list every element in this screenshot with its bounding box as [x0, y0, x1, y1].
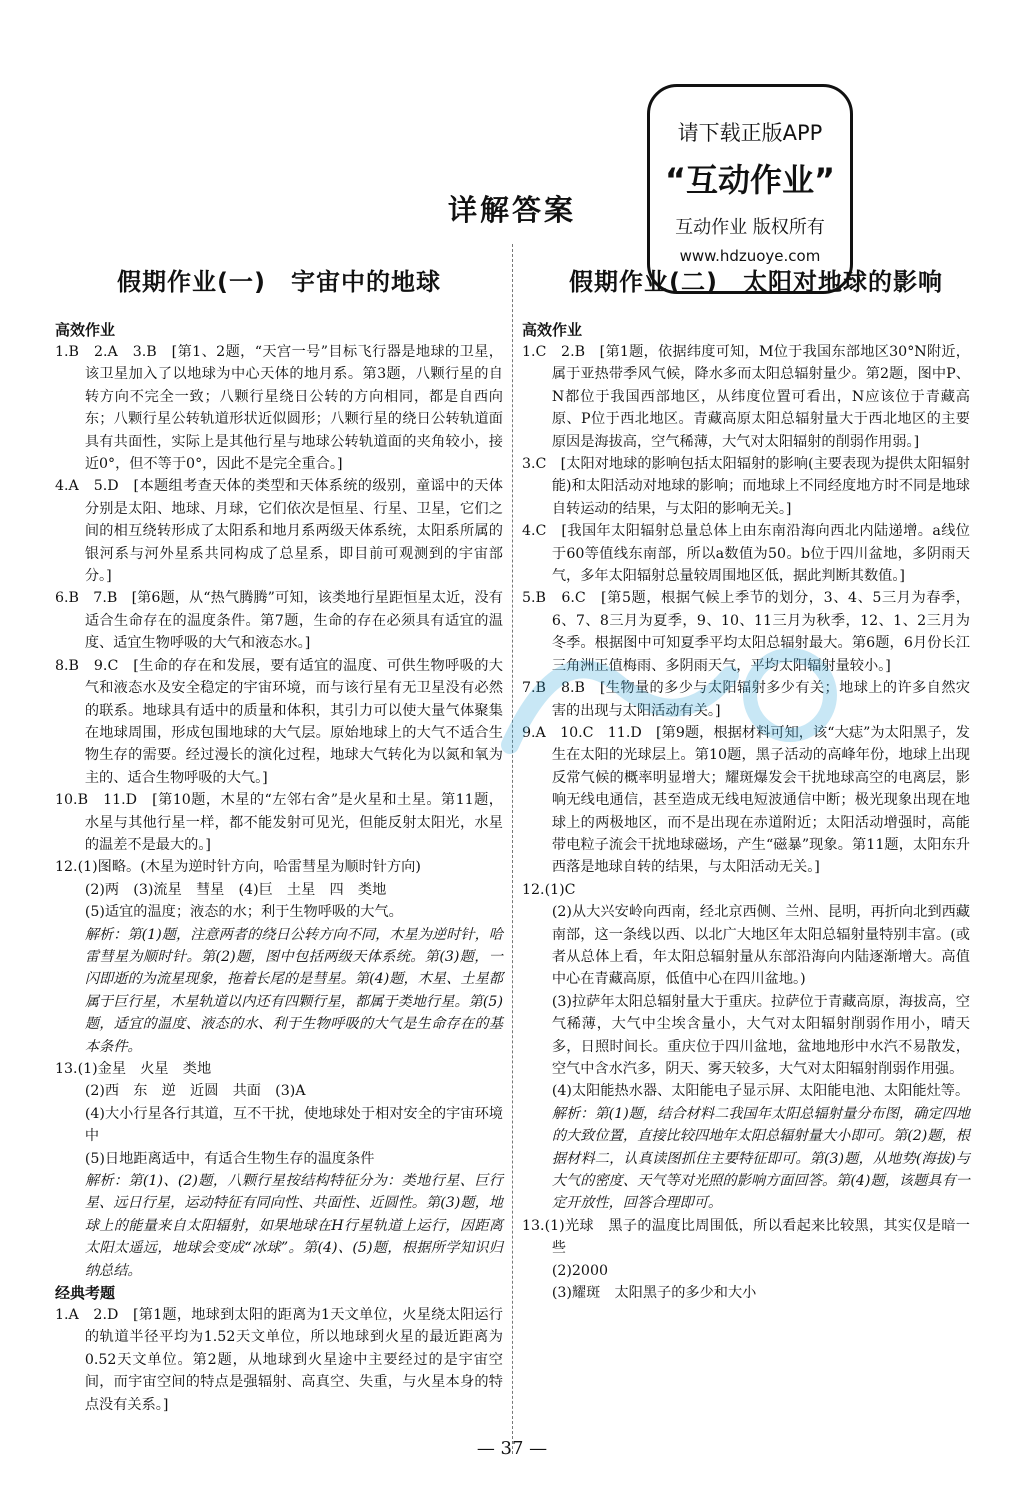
answer-subline: (4)太阳能热水器、太阳能电子显示屏、太阳能电池、太阳能灶等。	[551, 1083, 970, 1100]
answer-item: 13.(1)光球 黑子的温度比周围低，所以看起来比较黑，其实仅是暗一些	[522, 1217, 970, 1257]
answer-subline: (2)西 东 逆 近圆 共面 (3)A	[84, 1083, 306, 1100]
answer-item: 5.B 6.C [第5题，根据气候上季节的划分，3、4、5三月为春季，6、7、8三月为夏季，9、10、11三月为秋季，12、1、2三月为冬季。根据图中可知夏季平均太阳总辐射最大。第6题，6月份长江三角洲正值梅雨、多阴雨天气，平均太阳辐射量较小。]	[522, 590, 970, 674]
answer-item: 3.C [太阳对地球的影响包括太阳辐射的影响(主要表现为提供太阳辐射能)和太阳活动对地球的影响；而地球上不同经度地方时不同是地球自转运动的结果，与太阳的影响无关。]	[522, 456, 970, 517]
right-column-heading: 假期作业(二) 太阳对地球的影响	[569, 268, 943, 296]
answer-item: 10.B 11.D [第10题，木星的“左邻右舍”是火星和土星。第11题，水星与其他行星一样，都不能发射可见光，但能反射太阳光，水星的温差不是最大的。]	[55, 792, 503, 853]
stamp-line-4: www.hdzuoye.com	[679, 247, 821, 265]
answer-subline: (3)拉萨年太阳总辐射量大于重庆。拉萨位于青藏高原，海拔高，空气稀薄，大气中尘埃含量小，大气对太阳辐射削弱作用小，晴天多，日照时间长。重庆位于四川盆地，盆地地形中水汽不易散发，空气中含水汽多，阴天、雾天较多，大气对太阳辐射削弱作用强。	[551, 993, 970, 1077]
answer-subline: (2)两 (3)流星 彗星 (4)巨 土星 四 类地	[84, 881, 387, 898]
left-column-heading: 假期作业(一) 宇宙中的地球	[117, 268, 441, 296]
answer-subline: (2)从大兴安岭向西南，经北京西侧、兰州、昆明，再折向北到西藏南部，这一条线以西、以北广大地区年太阳总辐射量特别丰富。(或者从总体上看，年太阳总辐射量从东部沿海向内陆逐渐增大。高值中心在青藏高原，低值中心在四川盆地。)	[551, 904, 970, 988]
explanation: 解析：第(1)题，结合材料二我国年太阳总辐射量分布图，确定四地的大致位置，直接比较四地年太阳总辐射量大小即可。第(2)题，根据材料二，认真读图抓住主要特征即可。第(3)题，从地势(海拔)与大气的密度、天气等对光照的影响方面回答。第(4)题，该题具有一定开放性，回答合理即可。	[551, 1105, 970, 1212]
answer-subline: (2)2000	[551, 1262, 609, 1279]
section-label: 高效作业	[55, 321, 116, 339]
answer-item: 13.(1)金星 火星 类地	[55, 1061, 212, 1077]
right-column	[522, 262, 970, 1304]
column-divider	[512, 244, 513, 1454]
page-title: 详解答案	[448, 193, 577, 227]
answer-item: 12.(1)图略。(木星为逆时针方向，哈雷彗星为顺时针方向)	[55, 859, 421, 876]
answer-item: 7.B 8.B [生物量的多少与太阳辐射多少有关；地球上的许多自然灾害的出现与太阳活动有关。]	[522, 680, 970, 719]
answer-item: 1.C 2.B [第1题，依据纬度可知，M位于我国东部地区30°N附近，属于亚热带季风气候，降水多而太阳总辐射量少。第2题，图中P、N都位于我国西部地区，从纬度位置可看出，N应该位于青藏高原、P位于西北地区。青藏高原太阳总辐射量大于西北地区的主要原因是海拔高，空气稀薄，大气对太阳辐射的削弱作用弱。]	[522, 344, 970, 450]
answer-item: 4.C [我国年太阳辐射总量总体上由东南沿海向西北内陆递增。a线位于60等值线东南部，所以a数值为50。b位于四川盆地，多阴雨天气，多年太阳辐射总量较周围地区低，据此判断其数值。]	[522, 523, 970, 585]
answer-item: 8.B 9.C [生命的存在和发展，要有适宜的温度、可供生物呼吸的大气和液态水及安全稳定的宇宙环境，而与该行星有无卫星没有必然的联系。地球具有适中的质量和体积，其引力可以使大量气体聚集在地球周围，形成包围地球的大气层。原始地球上的大气不适合生物生存的需要。经过漫长的演化过程，地球大气转化为以氮和氧为主的、适合生物呼吸的大气。]	[55, 657, 503, 786]
answer-item: 6.B 7.B [第6题，从“热气腾腾”可知，该类地行星距恒星太近，没有适合生命存在的温度条件。第7题，生命的存在必须具有适宜的温度、适宜生物呼吸的大气和液态水。]	[55, 590, 503, 652]
right-column-body	[522, 319, 970, 1304]
explanation: 解析：第(1)、(2)题，八颗行星按结构特征分为：类地行星、巨行星、远日行星，运动特征有同向性、共面性、近圆性。第(3)题，地球上的能量来自太阳辐射，如果地球在H行星轨道上运行，因距离太阳太遥远，地球会变成“冰球”。第(4)、(5)题，根据所学知识归纳总结。	[84, 1173, 503, 1279]
section-label: 经典考题	[55, 1284, 116, 1303]
answer-item: 4.A 5.D [本题组考查天体的类型和天体系统的级别，童谣中的天体分别是太阳、地球、月球，它们依次是恒星、行星、卫星，它们之间的相互绕转形成了太阳系和地月系两级天体系统，太阳系所属的银河系与河外星系共同构成了总星系，即目前可观测到的宇宙部分。]	[55, 478, 503, 585]
answer-item: 1.B 2.A 3.B [第1、2题，“天宫一号”目标飞行器是地球的卫星，该卫星加入了以地球为中心天体的地月系。第3题，八颗行星的自转方向不完全一致；八颗行星绕日公转的方向相同，都是自西向东；八颗行星公转轨道形状近似圆形；八颗行星的绕日公转轨道面具有共面性，实际上是其他行星与地球公转轨道面的夹角较小，接近0°，但不等于0°，因此不是完全重合。]	[55, 344, 503, 473]
answer-subline: (5)适宜的温度；液态的水；利于生物呼吸的大气。	[84, 904, 403, 921]
answer-subline: (5)日地距离适中，有适合生物生存的温度条件	[84, 1150, 375, 1167]
stamp-line-3: 互动作业 版权所有	[675, 217, 825, 238]
left-column-body	[55, 319, 503, 1416]
explanation: 解析：第(1)题，注意两者的绕日公转方向不同，木星为逆时针，哈雷彗星为顺时针。第(2)题，图中包括两级天体系统。第(3)题，一闪即逝的为流星现象，拖着长尾的是彗星。第(4)题，木星、土星都属于巨行星，木星轨道以内还有四颗行星，都属于类地行星。第(5)题，适宜的温度、液态的水、利于生物呼吸的大气是生命存在的基本条件。	[84, 926, 503, 1055]
section-label: 高效作业	[522, 321, 583, 339]
answer-item: 1.A 2.D [第1题，地球到太阳的距离为1天文单位，火星绕太阳运行的轨道半径平均为1.52天文单位，所以地球到火星的最近距离为0.52天文单位。第2题，从地球到火星途中主要经过的是宇宙空间，而宇宙空间的特点是强辐射、高真空、失重，与火星本身的特点没有关系。]	[55, 1307, 503, 1413]
answer-subline: (3)耀斑 太阳黑子的多少和大小	[551, 1285, 757, 1302]
left-column	[55, 262, 503, 1416]
answer-subline: (4)大小行星各行其道，互不干扰，使地球处于相对安全的宇宙环境中	[84, 1105, 503, 1145]
stamp-line-1: 请下载正版APP	[677, 121, 823, 145]
stamp-line-2: “互动作业”	[664, 161, 836, 199]
answer-item: 12.(1)C	[522, 881, 576, 898]
page-number: — 37 —	[476, 1438, 548, 1459]
answer-item: 9.A 10.C 11.D [第9题，根据材料可知，该“大痣”为太阳黑子，发生在太阳的光球层上。第10题，黑子活动的高峰年份，地球上出现反常气候的概率明显增大；耀斑爆发会干扰地球高空的电离层，影响无线电通信，甚至造成无线电短波通信中断；极光现象出现在地球上的两极地区，而不是出现在赤道附近；太阳活动增强时，高能带电粒子流会干扰地球磁场，产生“磁暴”现象。第11题，太阳东升西落是地球自转的结果，与太阳活动无关。]	[522, 724, 970, 876]
